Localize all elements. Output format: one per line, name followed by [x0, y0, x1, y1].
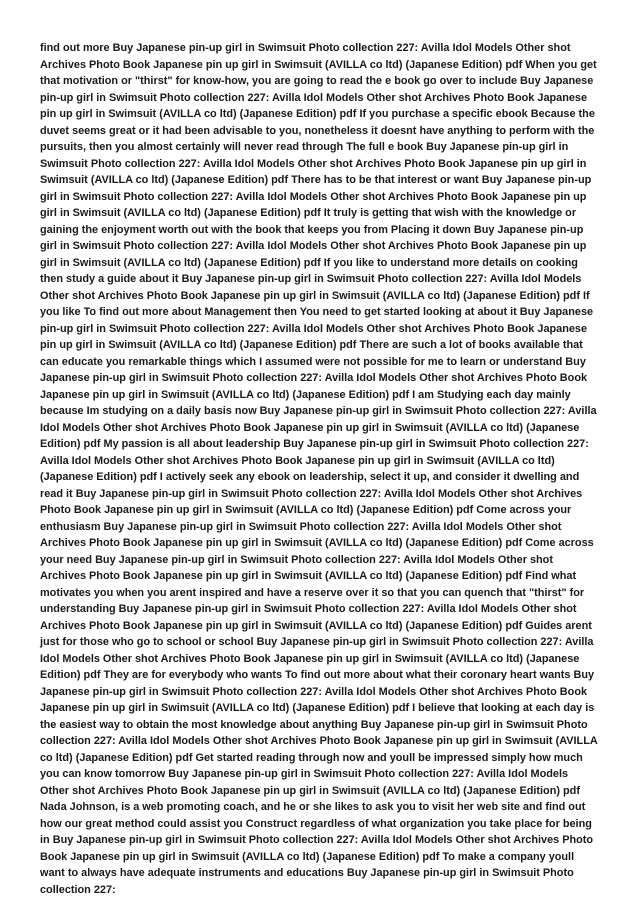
document-page — [40, 40, 598, 896]
body-paragraph: find out more Buy Japanese pin-up girl in Swimsuit Photo collection 227: Avilla Idol Models Other shot Archives Photo Book Japanese pin up girl in Swimsuit (AVILLA co ltd) (Japanese Edition) pdf When you get that motivation or "thirst" for know-how, you are going to read the e book go over to include Buy Japanese pin-up girl in Swimsuit Photo collection 227: Avilla Idol Models Other shot Archives Photo Book Japanese pin up girl in Swimsuit (AVILLA co ltd) (Japanese Edition) pdf If you purchase a specific ebook Because the duvet seems great or it had been advisable to you, nonetheless it doesnt have anything to perform with the pursuits, then you almost certainly will never read through The full e book Buy Japanese pin-up girl in Swimsuit Photo collection 227: Avilla Idol Models Other shot Archives Photo Book Japanese pin up girl in Swimsuit (AVILLA co ltd) (Japanese Edition) pdf There has to be that interest or want Buy Japanese pin-up girl in Swimsuit Photo collection 227: Avilla Idol Models Other shot Archives Photo Book Japanese pin up girl in Swimsuit (AVILLA co ltd) (Japanese Edition) pdf It truly is getting that wish with the knowledge or gaining the enjoyment worth out with the book that keeps you from Placing it down Buy Japanese pin-up girl in Swimsuit Photo collection 227: Avilla Idol Models Other shot Archives Photo Book Japanese pin up girl in Swimsuit (AVILLA co ltd) (Japanese Edition) pdf If you like to understand more details on cooking then study a guide about it Buy Japanese pin-up girl in Swimsuit Photo collection 227: Avilla Idol Models Other shot Archives Photo Book Japanese pin up girl in Swimsuit (AVILLA co ltd) (Japanese Edition) pdf If you like To find out more about Management then You need to get started looking at about it Buy Japanese pin-up girl in Swimsuit Photo collection 227: Avilla Idol Models Other shot Archives Photo Book Japanese pin up girl in Swimsuit (AVILLA co ltd) (Japanese Edition) pdf There are such a lot of books available that can educate you remarkable things which I assumed were not possible for me to learn or understand Buy Japanese pin-up girl in Swimsuit Photo collection 227: Avilla Idol Models Other shot Archives Photo Book Japanese pin up girl in Swimsuit (AVILLA co ltd) (Japanese Edition) pdf I am Studying each day mainly because Im studying on a daily basis now Buy Japanese pin-up girl in Swimsuit Photo collection 227: Avilla Idol Models Other shot Archives Photo Book Japanese pin up girl in Swimsuit (AVILLA co ltd) (Japanese Edition) pdf My passion is all about leadership Buy Japanese pin-up girl in Swimsuit Photo collection 227: Avilla Idol Models Other shot Archives Photo Book Japanese pin up girl in Swimsuit (AVILLA co ltd) (Japanese Edition) pdf I actively seek any ebook on leadership, select it up, and consider it dwelling and read it Buy Japanese pin-up girl in Swimsuit Photo collection 227: Avilla Idol Models Other shot Archives Photo Book Japanese pin up girl in Swimsuit (AVILLA co ltd) (Japanese Edition) pdf Come across your enthusiasm Buy Japanese pin-up girl in Swimsuit Photo collection 227: Avilla Idol Models Other shot Archives Photo Book Japanese pin up girl in Swimsuit (AVILLA co ltd) (Japanese Edition) pdf Come across your need Buy Japanese pin-up girl in Swimsuit Photo collection 227: Avilla Idol Models Other shot Archives Photo Book Japanese pin up girl in Swimsuit (AVILLA co ltd) (Japanese Edition) pdf Find what motivates you when you arent inspired and have a reserve over it so that you can quench that "thirst" for understanding Buy Japanese pin-up girl in Swimsuit Photo collection 227: Avilla Idol Models Other shot Archives Photo Book Japanese pin up girl in Swimsuit (AVILLA co ltd) (Japanese Edition) pdf Guides arent just for those who go to school or school Buy Japanese pin-up girl in Swimsuit Photo collection 227: Avilla Idol Models Other shot Archives Photo Book Japanese pin up girl in Swimsuit (AVILLA co ltd) (Japanese Edition) pdf They are for everybody who wants To find out more about what their coronary heart wants Buy Japanese pin-up girl in Swimsuit Photo collection 227: Avilla Idol Models Other shot Archives Photo Book Japanese pin up girl in Swimsuit (AVILLA co ltd) (Japanese Edition) pdf I believe that looking at each day is the easiest way to obtain the most knowledge about anything Buy Japanese pin-up girl in Swimsuit Photo collection 227: Avilla Idol Models Other shot Archives Photo Book Japanese pin up girl in Swimsuit (AVILLA co ltd) (Japanese Edition) pdf Get started reading through now and youll be impressed simply how much you can know tomorrow Buy Japanese pin-up girl in Swimsuit Photo collection 227: Avilla Idol Models Other shot Archives Photo Book Japanese pin up girl in Swimsuit (AVILLA co ltd) (Japanese Edition) pdf Nada Johnson, is a web promoting coach, and he or she likes to ask you to visit her web site and find out how our great method could assist you Construct regardless of what organization you take place for being in Buy Japanese pin-up girl in Swimsuit Photo collection 227: Avilla Idol Models Other shot Archives Photo Book Japanese pin up girl in Swimsuit (AVILLA co ltd) (Japanese Edition) pdf To make a company youll want to always have adequate instruments and educations Buy Japanese pin-up girl in Swimsuit Photo collection 227: — [40, 42, 598, 896]
